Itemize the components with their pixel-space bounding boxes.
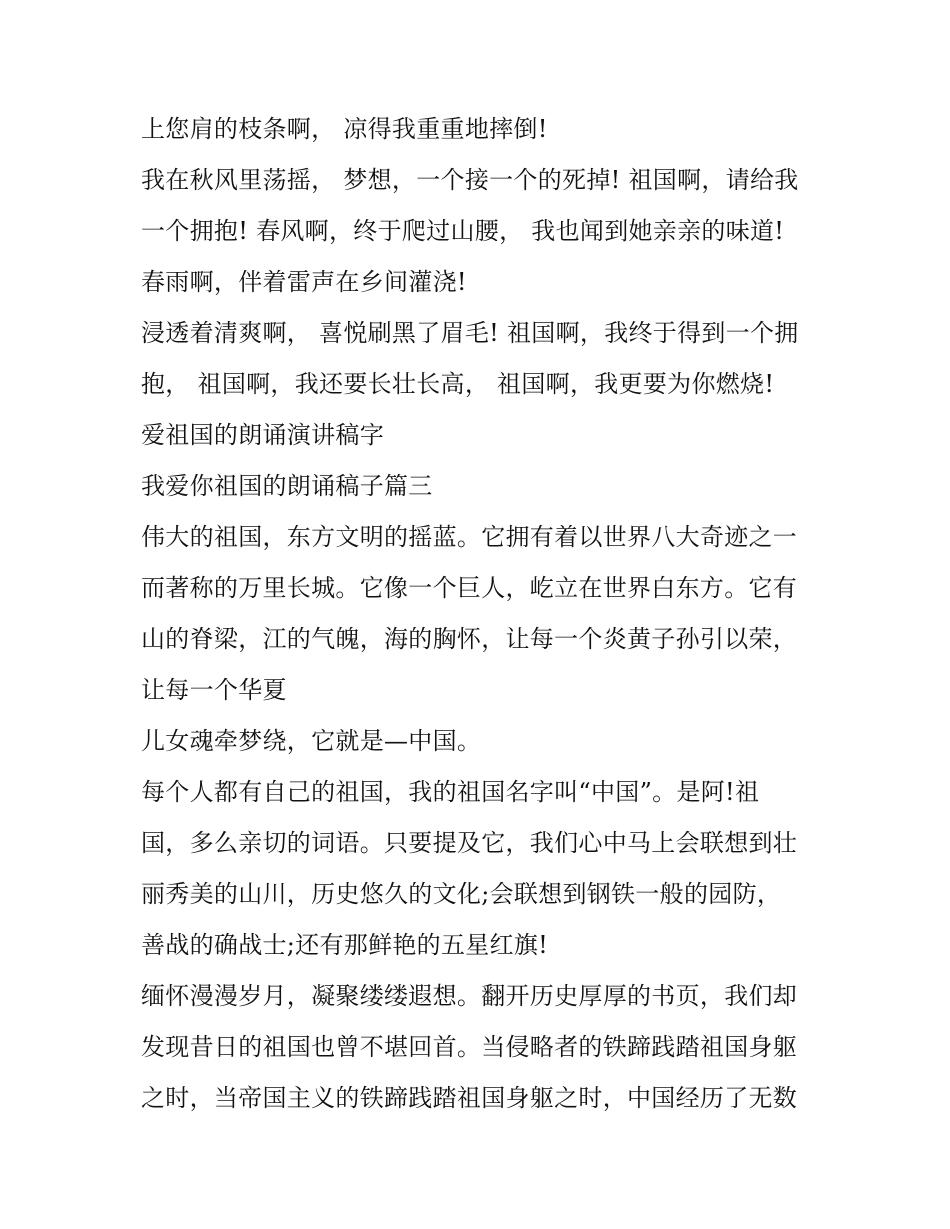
text-line: 儿女魂牵梦绕，它就是—中国。 [141,727,482,755]
text-line: 我在秋风里荡摇， 梦想，一个接一个的死掉! 祖国啊，请给我 [141,166,799,194]
text-line: 之时，当帝国主义的铁蹄践踏祖国身躯之时，中国经历了无数 [141,1084,798,1112]
text-line: 春雨啊，伴着雷声在乡间灌浇! [141,268,467,296]
text-line: 丽秀美的山川，历史悠久的文化;会联想到钢铁一般的园防， [141,880,782,908]
text-line: 而著称的万里长城。它像一个巨人，屹立在世界白东方。它有 [141,574,798,602]
text-line: 每个人都有自己的祖国，我的祖国名字叫“中国”。是阿!祖 [141,778,760,806]
text-line: 缅怀漫漫岁月，凝聚缕缕遐想。翻开历史厚厚的书页，我们却 [141,982,798,1010]
text-line: 国，多么亲切的词语。只要提及它，我们心中马上会联想到壮 [141,829,798,857]
section-heading: 爱祖国的朗诵演讲稿字 [141,421,384,449]
text-line: 让每一个华夏 [141,676,287,704]
text-line: 山的脊梁，江的气魄，海的胸怀，让每一个炎黄子孙引以荣， [141,625,798,653]
text-line: 发现昔日的祖国也曾不堪回首。当侵略者的铁蹄践踏祖国身躯 [141,1033,798,1061]
text-line: 上您肩的枝条啊， 凉得我重重地摔倒! [141,115,548,143]
text-line: 抱， 祖国啊，我还要长壮长高， 祖国啊，我更要为你燃烧! [141,370,775,398]
text-line: 浸透着清爽啊， 喜悦刷黑了眉毛! 祖国啊，我终于得到一个拥 [141,319,799,347]
text-line: 善战的确战士;还有那鲜艳的五星红旗! [141,931,549,959]
section-heading: 我爱你祖国的朗诵稿子篇三 [141,472,433,500]
text-line: 一个拥抱! 春风啊，终于爬过山腰， 我也闻到她亲亲的味道! [141,217,785,245]
text-line: 伟大的祖国，东方文明的摇蓝。它拥有着以世界八大奇迹之一 [141,523,798,551]
